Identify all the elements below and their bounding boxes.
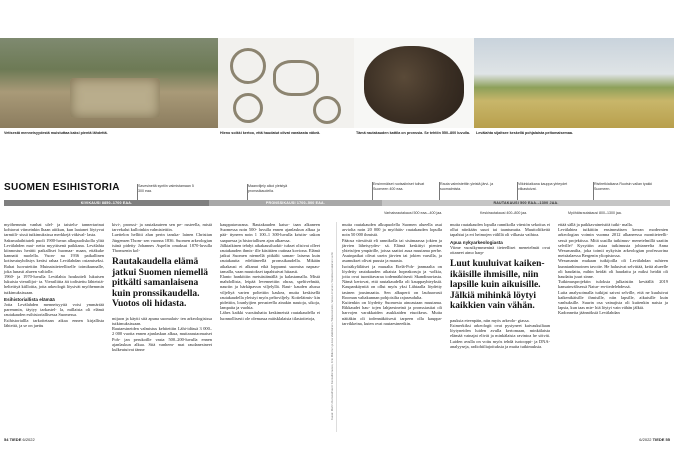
- paragraph: Isoisäkyläläiset ja muualta Etelä-Poh- janmaalta on löydetty rautakauden aikaisia hopeakoruja ja -solkia, joita ovat tuontitavaraa todennäköisesti Skandinaviasta. Nämä kertovat, että rautakaudella oli kauppayhteyksiä. Kaupankäyntiä on ollut myös yksi Lähtaalla löydetty tasinen jousimaatta. Sen alkuperä on lauhaavasti Rooman valtakunnan pohjoisilta rajaseudulta.: [342, 263, 442, 300]
- text-column-3: [220, 222, 320, 321]
- folio-left: [4, 437, 35, 442]
- photo-spring-pit: [0, 38, 218, 128]
- section-title: SUOMEN ESIHISTORIA: [4, 182, 120, 193]
- paragraph: Esihistoriallla tarkoitetaan aikaa ennen kirjallista lähteitä, ja se on jaettu: [4, 317, 104, 328]
- paragraph: Wessmanin mukaan tutkijoilla oli Levälahdan suhteen kunnianhimoinen tavoite. He halusivat selvittää, keitä alueelle oli haudattu, mihin heidät oli haudattu ja miksi heidät oli haudattu juuri sinne.: [558, 258, 668, 280]
- caption-2: Hieno soikki kertoo, että haudatut olivat varakasta väkeä.: [220, 131, 321, 135]
- timeline-note: Ristiretkiaikana Ruotsin vallan tyakki Suomeen.: [594, 182, 653, 191]
- caption-1: Vetisestä menneisyydestä muistuttaa kaksi pientä lähdettä.: [4, 131, 108, 135]
- text-column-6: [558, 222, 668, 316]
- timeline-tick: [137, 184, 138, 200]
- timeline-tick: [247, 184, 248, 200]
- caption-3: Tämä rautakauden kattila on pronssia. Se tehtiin 550–800 luvulla.: [356, 131, 470, 135]
- paragraph: mutta rautakauden alkupuolella Suomen alueella asui arviolta noin 20 000 ja myöhäis- rautakauden lopulla noin 50 000 ihmistä.: [342, 222, 442, 238]
- artifact-ring: [313, 96, 341, 124]
- paragraph: Kuitenkin on löydetty Suomesta ainoastaan muutama. Rikkaudet hau- tojen lahjaesineinä ja pronssiastiat oli harvojen varakkaiden asukkaiden etuoikeus. Mutta näitäkin oli todennäköisesti tarpeen olla kauppa- tarvikkeina, kuten ovat rautaesineetkin.: [342, 300, 442, 326]
- timeline-tick: [517, 182, 518, 200]
- artifact-ring: [233, 93, 263, 123]
- pull-quote: Rautakaudella elämä jatkui Suomen niemellä pitkälti samanlaisena kuin pronssikaudella. Vuotos oli hidasta.: [112, 257, 209, 310]
- issue-number: 6/2022: [22, 437, 35, 442]
- paragraph: Rautaesineiden valmistus kehitettiin Lähi-idässä 3 000–2 000 vuotta ennen ajanlaskun alkua, muttarautaomaiset Poh- jan perukoille vasta 500–200-luvulla ennen ajanlaskun alkua. Sitä vanhem- mat raudanesineet kulkeutuivat tänne: [112, 326, 212, 352]
- sub-era-middle: Keskirautakausi 400–800 jaa.: [480, 211, 528, 215]
- pull-quote: Luut kuuluivat kaiken- ikäisille ihmisille, niin lapsille kuin aikuisille. Jälkiä mihinkä löytyi kaikkien vain vähän.: [450, 259, 545, 312]
- paragraph: myöhemmin vanhat ulel- ja taistelu- tannertarinat kohtavat viimeinkin lhaan aiitkun, kun laaianet löytyvat tarmiili- sissä tutkimuksissa merkkejä väkival- lasta.: [4, 222, 104, 238]
- paragraph: 1960- ja 1970-luvulla Levälahta houkutteli lukuisen lukuisia vierailijoi- ta. Vierailiitta äit todistettu lähteistä- helteittyä kiilloitta, jotta arkeologit löysivät myöhemmin tutkimuksissaan.: [4, 274, 104, 295]
- paragraph: mutta rautakauden lopulla rannikolla väestön sekoitus ei ollut niinkään suuri tai taantunutta. Muuttoliikettä tapahtui ja eri heimojen välillä oli vilkasta vaihtoa.: [450, 222, 550, 238]
- magazine-name: TIEDE: [652, 437, 665, 442]
- photo-strip: [0, 0, 674, 130]
- paragraph: ettää sällä ja paikkavaineistöä tutki- malla.: [558, 222, 633, 227]
- paragraph: kauppatavarana. Rautakauden katso- taan alkaneen Suomessa noin 500- luvulla ennen ajanlaskun alkua ja pää- ttyneen noin 1 100–1 300-luvulla kristin- uskon saapuessa ja historiallisen ajan alkaessa.: [220, 222, 320, 243]
- timeline-note: Ensimmäiset ruotsaiiniset tulivat Suomeen 400 eaa.: [373, 182, 425, 191]
- cauldron-shape: [364, 46, 464, 124]
- paragraph: kivi-, pronssi- ja rautakauteen sen pe- rusteella, mistä tarvekalut kulloinkin valmistettiin.: [112, 222, 212, 233]
- paragraph: Jotta Levälahden menneisyyttä voisi ymmärtää paremmin, täytyy tarkastel- la, millaista oli elämä rautakauden esihistoriallisessa Suomessa.: [4, 302, 104, 318]
- caption-4: Levälahta sijaitsee keskellä pohjalaista peltomaisemaa.: [476, 131, 573, 135]
- paragraph: Luita analysoimalla tutkijat saivat selville, että ne kuuluivat kaikenikäisille ihmisille, niin lapsille, aikuisille kuin vanhuksille. Suurin osa vainajista oli kuitenkin naisia ja lapsia, kun taas mie- hiä löytyi vain vähän jälkiä.: [558, 289, 668, 311]
- pit-shape: [70, 78, 160, 118]
- subheading: Esihistoriallista elämää: [4, 296, 55, 302]
- paragraph: pauksia eteenpäin, niin myös arkeolo- giassa.: [450, 317, 530, 323]
- era-bronze-age: PRONSSIKAUSI 1700–500 EAA.: [209, 200, 382, 206]
- artifact-brooch: [273, 60, 319, 96]
- paragraph: mijaon ja käytti sitä apuna suomalais- ten arkeologisissa tutkimuksissaan.: [112, 315, 212, 326]
- paragraph: Esimerkiksi arkeologit ovat pystyneet kaivauksiltaan löytyneiden luiden avulla kertomaan, minkälaista elämää vainajat elivät ja minkälaisia ravintoa he söivät. Luiden avulla on voitu myös tehdä isotooppi- ja DNA-analyyseja, radiohiiliajoituksia ja muita tutkimuksia.: [450, 322, 550, 349]
- text-column-2: [112, 222, 212, 352]
- timeline-note: Maanviljely alkoi yleistyä pronssikaudella.: [248, 184, 288, 193]
- paragraph: Jälkiaikinen tehdyt aikakausiluokit- tukset olisivat olleet rautakauden ihmis- ille käsittäen outinaa koviona. Elämä jatkui Suomen niemellä pitkälti saman- laisena kuin rautakautta edeltäneellä pronssikaudella. Mikään aikakausi ei alkanut eikä loppunut suomisa napsau- tamalla, vaan muutokset tapahtuivat hitaasti.: [220, 242, 320, 274]
- era-stone-age: KIVIKAUSI 8850–1700 EAA.: [4, 200, 209, 206]
- paragraph: Pääosa väestöstä eli rannikolla tai sisämaassa jokien ja järvien läheisyydes- sä. Elämä keskittyi pienten yhteisöjen ympärille, joissa saattoi asua muutama perhe. Asuinpaikat olivat usein järvien tai jokien varsilla, ja asumukset olivat puusta ja maasta.: [342, 237, 442, 264]
- page-number: 55: [665, 437, 670, 442]
- photo-credit: Kuvat: Martin Rumwaltheet / Kansallismuseo, Arto Mäkinen ja Esa Vakkilainen / Museovirasto, Vesa Linnanen / Keskisuomalainen Lehti: [330, 252, 334, 420]
- paragraph: Levälahtea tutkittiin ensimmäisen kerran modernien arkeologian voimin vuonna 2012 alkaneessa monitieteelli- sessä projektissa. Mitä uusilla tutkimus- menetelmillä saatiin selville? Kysyttiin asiaa tutkimusta johtaneelta Anna Wessmanilta, joka toimii nykyisin arkeologian professorina metsäalaessa Bergenin yliopistossa.: [558, 227, 668, 259]
- paragraph: Kadonneita jäännöksiä Levälahdan: [558, 310, 620, 316]
- paragraph: Saksmalaihtiuteli puoli 1900-luvun alkupuoliskolla ylitä Levälahden mai- netta myyttisenä paikkana. Levälahta kiinnostus herätti paikalliset huomaa- maan, ettäkuke kannatti nuolella. Vuon- na 1936 paikallinen kotiseutuyhdistys keräsi rahaa Levälahdan ostamiseksi. Rahat luovutettiin Muinaistieteelliselle toimikunnalle, joka lunasti alueen valtiolle.: [4, 237, 104, 274]
- timeline-note: Rauta valmistettiin yleistä järvi- ja suomalmista.: [440, 182, 494, 191]
- sub-era-late: Myöhäisrautakausi 800–1300 jaa.: [568, 211, 622, 215]
- page-number: 54: [4, 437, 9, 442]
- issue-number: 6/2022: [639, 437, 652, 442]
- timeline-note: Viikinkiaikana kauppa yhteydet vilkastuivat.: [518, 182, 568, 191]
- subheading: Apua nykyarkeologiasta: [450, 239, 503, 245]
- magazine-name: TIEDE: [9, 437, 22, 442]
- text-column-4: [342, 222, 442, 326]
- era-iron-age: RAUTAKAUSI 500 EAA.–1300 JAA.: [382, 200, 670, 206]
- paragraph: Tutkimusprojektin tuloksia julkaistiin keväällä 2019 kansainvälisessä Natur- en-tiedelehdessä.: [558, 279, 668, 290]
- paragraph: Viime vuosikymmeninä tieteelliset menetelmät ovat ottaneet aimo harp-: [450, 244, 550, 256]
- folio-right: [639, 437, 670, 442]
- text-column-5: [450, 222, 550, 349]
- paragraph: Elanto hankittiin metsästämällä ja kalastamalla. Mistä mahdollista, leipää levennettiin ohraa, speltivehnää, nauriin ja härkäpavun viljelyllä. Raut- kauden alussa viljeltyä varten poltettiin kaskea, mutta keskisellä rautakaudella yleistyi myös peltoviljely. Kotieläimis- kin pidettiin, lounlyijien perusteella ainakin nautoja, sikoja, lampaita ja vuohia.: [220, 274, 320, 311]
- photo-field: [474, 38, 674, 128]
- page-gutter: [336, 222, 337, 432]
- timeline-tick: [439, 182, 440, 200]
- artifact-ring: [230, 48, 266, 84]
- paragraph: Lähes kaikki vuosituhatta keskimeistä rautakaudella ei luonnollisesti ole olemassa mäisklalaisia tilastotietoja,: [220, 310, 320, 321]
- photo-cauldron: [354, 38, 474, 128]
- text-column-1: [4, 222, 104, 328]
- timeline-tick: [372, 182, 373, 200]
- photo-brooch: [218, 38, 354, 128]
- timeline-note: Savesineitä syntiin valmistamaan 5 300 eaa.: [138, 184, 194, 193]
- sub-era-early: Varhaisrautakausi 500 eaa.–400 jaa.: [384, 211, 443, 215]
- paragraph: Luettelon hellitti alun perin tanska- lainen Christian Jürgensen Thom- sen vuonna 1836. Suomen arkeologian isänä pidetty Johannes Aspelin omaksui 1870-luvulla Thomsenin kol-: [112, 232, 212, 254]
- timeline-tick: [593, 182, 594, 200]
